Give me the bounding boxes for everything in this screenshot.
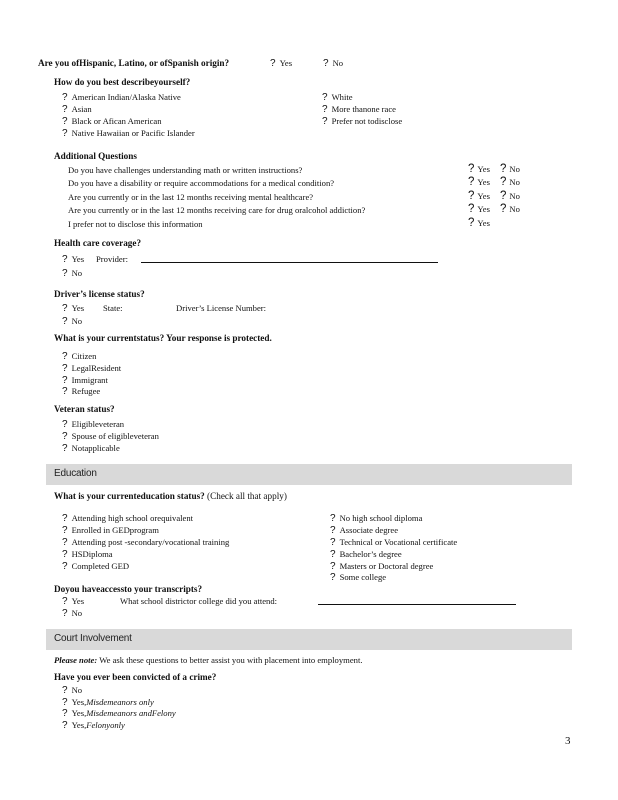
additional-yes-option[interactable]: ? Yes <box>468 163 490 175</box>
transcripts-question: Doyou haveaccessto your transcripts? <box>54 584 203 594</box>
education-option[interactable]: ? Completed GED <box>62 561 130 572</box>
question-mark-icon: ? <box>330 513 336 524</box>
question-mark-icon: ? <box>500 190 507 202</box>
additional-yes-option[interactable]: ? Yes <box>468 217 490 229</box>
question-mark-icon: ? <box>330 561 336 572</box>
license-question: Driver’s license status? <box>54 289 145 299</box>
status-option[interactable]: ? Refugee <box>62 386 101 397</box>
question-mark-icon: ? <box>62 443 68 454</box>
describe-option[interactable]: ? American Indian/Alaska Native <box>62 92 181 103</box>
education-option[interactable]: ? HSDiploma <box>62 549 113 560</box>
additional-item: Do you have a disability or require accommodations for a medical condition? <box>68 178 335 188</box>
question-mark-icon: ? <box>330 549 336 560</box>
additional-no-option[interactable]: ? No <box>500 203 520 215</box>
court-section-title: Court Involvement <box>54 633 132 644</box>
health-yes-option[interactable]: ? Yes <box>62 254 85 265</box>
education-option[interactable]: ? Technical or Vocational certificate <box>330 537 458 548</box>
question-mark-icon: ? <box>330 572 336 583</box>
question-mark-icon: ? <box>62 720 68 731</box>
question-mark-icon: ? <box>62 363 68 374</box>
veteran-option[interactable]: ? Notapplicable <box>62 443 120 454</box>
transcripts-no-option[interactable]: ? No <box>62 608 83 619</box>
origin-question: Are you ofHispanic, Latino, or ofSpanish origin? <box>38 58 230 68</box>
education-option[interactable]: ? Associate degree <box>330 525 399 536</box>
additional-item: Do you have challenges understanding math or written instructions? <box>68 165 303 175</box>
additional-item: Are you currently or in the last 12 months receiving care for drug oralcohol addiction? <box>68 205 366 215</box>
additional-item: Are you currently or in the last 12 months receiving mental healthcare? <box>68 192 314 202</box>
describe-question: How do you best describeyourself? <box>54 77 191 87</box>
additional-heading: Additional Questions <box>54 151 137 161</box>
court-note-label: Please note: <box>54 655 98 665</box>
describe-option[interactable]: ? More thanone race <box>322 104 396 115</box>
question-mark-icon: ? <box>62 303 68 314</box>
describe-option[interactable]: ? Native Hawaiian or Pacific Islander <box>62 128 195 139</box>
conviction-option[interactable]: ? Yes,Misdemeanors only <box>62 697 154 708</box>
status-option[interactable]: ? Immigrant <box>62 375 108 386</box>
state-label: State: <box>103 303 123 313</box>
question-mark-icon: ? <box>62 685 68 696</box>
health-question: Health care coverage? <box>54 238 142 248</box>
education-option[interactable]: ? No high school diploma <box>330 513 423 524</box>
question-mark-icon: ? <box>62 116 68 127</box>
question-mark-icon: ? <box>270 58 276 69</box>
veteran-option[interactable]: ? Eligibleveteran <box>62 419 125 430</box>
additional-no-option[interactable]: ? No <box>500 176 520 188</box>
additional-no-option[interactable]: ? No <box>500 163 520 175</box>
education-option[interactable]: ? Bachelor’s degree <box>330 549 402 560</box>
question-mark-icon: ? <box>500 163 507 175</box>
additional-yes-option[interactable]: ? Yes <box>468 176 490 188</box>
question-mark-icon: ? <box>62 419 68 430</box>
education-note: (Check all that apply) <box>207 491 287 501</box>
describe-option[interactable]: ? Black or Afican American <box>62 116 162 127</box>
provider-input-line[interactable] <box>141 262 438 263</box>
question-mark-icon: ? <box>62 268 68 279</box>
education-section-title: Education <box>54 468 97 479</box>
education-option[interactable]: ? Some college <box>330 572 387 583</box>
question-mark-icon: ? <box>323 58 329 69</box>
question-mark-icon: ? <box>330 537 336 548</box>
education-section-header <box>46 464 572 485</box>
conviction-question: Have you ever been convicted of a crime? <box>54 672 217 682</box>
conviction-option[interactable]: ? Yes,Felonyonly <box>62 720 125 731</box>
page-number: 3 <box>565 735 571 747</box>
describe-option[interactable]: ? Asian <box>62 104 92 115</box>
court-note-text: We ask these questions to better assist you with placement into employment. <box>99 655 363 665</box>
question-mark-icon: ? <box>468 163 475 175</box>
license-number-label: Driver’s License Number: <box>176 303 267 313</box>
question-mark-icon: ? <box>468 217 475 229</box>
question-mark-icon: ? <box>62 596 68 607</box>
question-mark-icon: ? <box>468 203 475 215</box>
question-mark-icon: ? <box>62 316 68 327</box>
question-mark-icon: ? <box>322 116 328 127</box>
education-option[interactable]: ? Masters or Doctoral degree <box>330 561 434 572</box>
question-mark-icon: ? <box>62 375 68 386</box>
school-label: What school districtor college did you attend: <box>120 596 278 606</box>
describe-option[interactable]: ? White <box>322 92 353 103</box>
question-mark-icon: ? <box>62 525 68 536</box>
additional-yes-option[interactable]: ? Yes <box>468 203 490 215</box>
education-question: What is your currenteducation status? (Check all that apply) <box>54 491 287 501</box>
question-mark-icon: ? <box>62 708 68 719</box>
question-mark-icon: ? <box>62 513 68 524</box>
education-option[interactable]: ? Attending post -secondary/vocational training <box>62 537 230 548</box>
additional-no-option[interactable]: ? No <box>500 190 520 202</box>
veteran-option[interactable]: ? Spouse of eligibleveteran <box>62 431 159 442</box>
conviction-option[interactable]: ? Yes,Misdemeanors andFelony <box>62 708 176 719</box>
school-input-line[interactable] <box>318 604 516 605</box>
status-option[interactable]: ? Citizen <box>62 351 97 362</box>
question-mark-icon: ? <box>62 561 68 572</box>
question-mark-icon: ? <box>62 549 68 560</box>
status-question: What is your currentstatus? Your response is protected. <box>54 333 272 343</box>
question-mark-icon: ? <box>322 92 328 103</box>
license-yes-option[interactable]: ? Yes <box>62 303 85 314</box>
court-note <box>54 655 362 665</box>
transcripts-yes-option[interactable]: ? Yes <box>62 596 85 607</box>
question-mark-icon: ? <box>468 176 475 188</box>
question-mark-icon: ? <box>62 697 68 708</box>
education-option[interactable]: ? Attending high school orequivalent <box>62 513 194 524</box>
question-mark-icon: ? <box>500 176 507 188</box>
license-no-option[interactable]: ? No <box>62 316 83 327</box>
question-mark-icon: ? <box>62 254 68 265</box>
question-mark-icon: ? <box>62 104 68 115</box>
education-option[interactable]: ? Enrolled in GEDprogram <box>62 525 159 536</box>
question-mark-icon: ? <box>330 525 336 536</box>
question-mark-icon: ? <box>500 203 507 215</box>
question-mark-icon: ? <box>62 351 68 362</box>
question-mark-icon: ? <box>62 431 68 442</box>
question-mark-icon: ? <box>62 608 68 619</box>
question-mark-icon: ? <box>468 190 475 202</box>
additional-yes-option[interactable]: ? Yes <box>468 190 490 202</box>
additional-item: I prefer not to disclose this information <box>68 219 203 229</box>
provider-label: Provider: <box>96 254 128 264</box>
question-mark-icon: ? <box>62 92 68 103</box>
status-option[interactable]: ? LegalResident <box>62 363 122 374</box>
question-mark-icon: ? <box>62 537 68 548</box>
origin-no-option[interactable]: ? No <box>323 58 344 69</box>
describe-option[interactable]: ? Prefer not todisclose <box>322 116 403 127</box>
question-mark-icon: ? <box>62 386 68 397</box>
question-mark-icon: ? <box>62 128 68 139</box>
conviction-option[interactable]: ? No <box>62 685 83 696</box>
question-mark-icon: ? <box>322 104 328 115</box>
court-section-header <box>46 629 572 650</box>
origin-yes-option[interactable]: ? Yes <box>270 58 293 69</box>
health-no-option[interactable]: ? No <box>62 268 83 279</box>
veteran-question: Veteran status? <box>54 404 115 414</box>
